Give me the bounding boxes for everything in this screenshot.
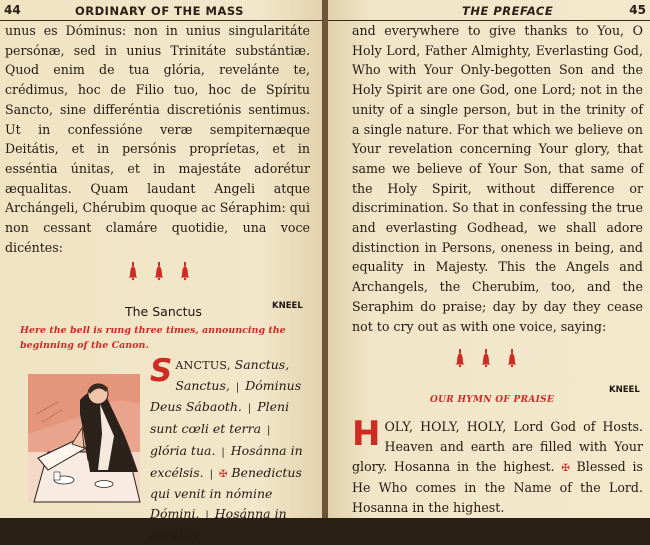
kneel-label: KNEEL (609, 385, 640, 395)
cross-icon: ✠ (561, 462, 570, 474)
bell-icon (455, 349, 465, 367)
section-title: The Sanctus (125, 304, 202, 319)
page-number: 44 (4, 3, 21, 17)
hymn-title: OUR HYMN OF PRAISE (430, 395, 555, 405)
running-head-title: ORDINARY OF THE MASS (75, 4, 244, 18)
bell-icon (180, 262, 190, 280)
english-preface-text: and everywhere to give thanks to You, O Holy Lord, Father Almighty, Everlasting God, Who with Your Only-begotten Son and the Holy Spirit are one God, one Lord; not in the unity of a single person, but in the trinity of a single nature. For that which we believe on Your revelation concerning Your glory, that same we believe of Your Son, that same of the Holy Spirit, without difference or discrimination. So that in confessing the true and everlasting Godhead, we shall adore distinction in Persons, oneness in being, and equality in Majesty. This the Angels and Archangels, the Cherubim, too, and the Seraphim do praise; day by day they cease not to cry out as with one voice, saying: (352, 23, 643, 334)
bell-icon (154, 262, 164, 280)
right-running-head (328, 2, 650, 21)
sanctus-line: Pleni sunt cœli et terra (150, 399, 290, 437)
bell-icon (481, 349, 491, 367)
kneel-label: KNEEL (272, 301, 303, 311)
priest-illustration (28, 374, 140, 502)
sanctus-line: Dóminus Deus Sábaoth. (150, 377, 302, 415)
sanctus-line: Sanctus, Sanctus, (175, 357, 290, 393)
rubric-instruction: Here the bell is rung three times, announcing the beginning of the Canon. (20, 325, 286, 351)
hymn-line: Blessed is He Who comes in the Name of the Lord. Hosanna in the highest. (352, 458, 643, 516)
sanctus-line: glória tua. (150, 442, 216, 458)
right-page (328, 0, 650, 518)
bell-icon (128, 262, 138, 280)
running-head-title: THE PREFACE (462, 4, 554, 18)
sanctus-line: Hosánna in excélsis. (150, 442, 303, 480)
sanctus-first-word: ANCTUS, (175, 359, 231, 372)
bell-group (455, 349, 517, 367)
page-number: 45 (629, 3, 646, 17)
left-running-head (0, 2, 322, 21)
bell-icon (507, 349, 517, 367)
sanctus-english-text (352, 414, 643, 518)
drop-cap: H (352, 414, 381, 454)
sanctus-line: Hosánna in excélsis. (150, 505, 287, 543)
sanctus-line: Benedictus qui venit in nómine Dómini. (150, 464, 302, 521)
sanctus-latin-text: SANCTUS, Sanctus, Sanctus, | Dóminus Deus Sábaoth. | Pleni sunt cœli et terra | glória tua. | Hosánna in excélsis. | ✠ Benedictus qui venit in nómine Dómini. | Hosánna in excélsis. (150, 353, 303, 543)
latin-preface-text: unus es Dóminus: non in unius singularitáte persónæ, sed in unius Trinitáte substántiæ. Quod enim de tua glória, revelánte te, crédimus, hoc de Filio tuo, hoc de Spíritu Sancto, sine differéntia discretiónis sentimus. Ut in confessióne veræ sempiternæque Deitátis, et in persónis propríetas, et in esséntia únitas, et in majestáte adorétur æqualitas. Quam laudant Angeli atque Archángeli, Chérubim quoque ac Séraphim: qui non cessant clamáre quotidie, una voce dicéntes: (5, 23, 310, 255)
drop-cap: S (150, 353, 173, 389)
left-page (0, 0, 322, 543)
bell-group (128, 262, 190, 280)
cross-icon: ✠ (219, 468, 228, 480)
hymn-line: Lord God of Hosts. Heaven and earth are filled with Your glory. Hosanna in the highest. (352, 419, 643, 474)
hymn-first-words: OLY, HOLY, HOLY, (384, 419, 507, 434)
